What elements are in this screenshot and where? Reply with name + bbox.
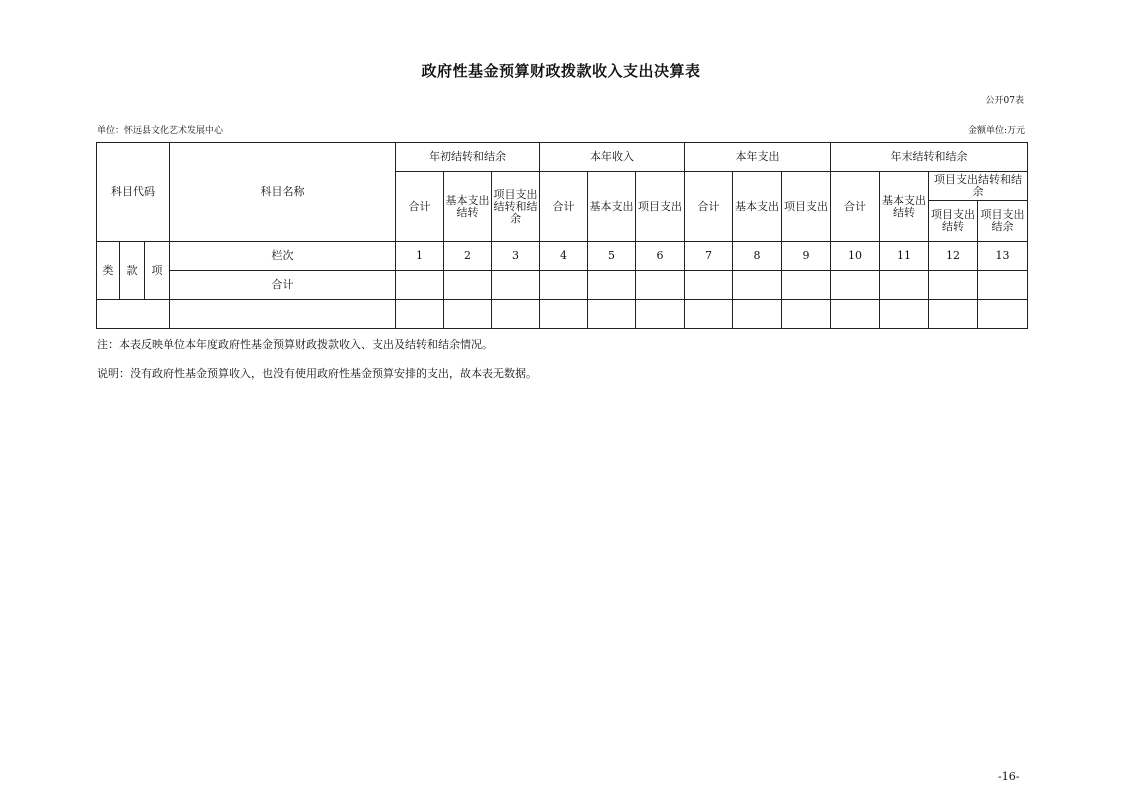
subject-code-header: 科目代码 [97,143,170,242]
table-cell [929,300,978,329]
table-note: 注：本表反映单位本年度政府性基金预算财政拨款收入、支出及结转和结余情况。 [97,338,493,351]
table-cell [636,300,685,329]
table-cell [831,300,880,329]
expense-total-header: 合计 [685,172,733,242]
column-number: 3 [492,242,540,271]
table-cell [444,300,492,329]
empty-row [97,300,1028,329]
table-cell [978,300,1028,329]
table-cell [588,300,636,329]
table-cell [170,300,396,329]
total-row-label: 合计 [170,271,396,300]
column-number: 6 [636,242,685,271]
column-number: 2 [444,242,492,271]
expense-basic-header: 基本支出 [733,172,782,242]
income-basic-header: 基本支出 [588,172,636,242]
opening-basic-header: 基本支出结转 [444,172,492,242]
page-number: -16- [998,770,1020,783]
xiang-header: 项 [145,242,170,300]
table-cell [782,300,831,329]
closing-project-balance-header: 项目支出结余 [978,201,1028,242]
table-cell [782,271,831,300]
table-cell [492,300,540,329]
closing-project-header: 项目支出结转和结余 [929,172,1028,201]
table-cell [540,271,588,300]
opening-total-header: 合计 [396,172,444,242]
table-cell [685,271,733,300]
table-cell [540,300,588,329]
expense-project-header: 项目支出 [782,172,831,242]
group-closing-balance: 年末结转和结余 [831,143,1028,172]
kuan-header: 款 [120,242,145,300]
closing-total-header: 合计 [831,172,880,242]
total-row [97,271,1028,300]
column-number: 8 [733,242,782,271]
table-cell [733,271,782,300]
group-current-income: 本年收入 [540,143,685,172]
report-title: 政府性基金预算财政拨款收入支出决算表 [421,62,701,80]
column-number: 5 [588,242,636,271]
column-index-label: 栏次 [170,242,396,271]
amount-unit: 金额单位:万元 [967,126,1025,136]
report-table [96,142,1028,329]
income-total-header: 合计 [540,172,588,242]
income-project-header: 项目支出 [636,172,685,242]
table-explanation: 说明：没有政府性基金预算收入，也没有使用政府性基金预算安排的支出，故本表无数据。 [97,367,537,380]
table-cell [978,271,1028,300]
column-number: 11 [880,242,929,271]
group-current-expense: 本年支出 [685,143,831,172]
header-row-1 [97,143,1028,172]
table-cell [880,300,929,329]
table-cell [929,271,978,300]
table-cell [588,271,636,300]
table-cell [880,271,929,300]
closing-project-carryover-header: 项目支出结转 [929,201,978,242]
table-cell [396,271,444,300]
table-cell [444,271,492,300]
column-number: 7 [685,242,733,271]
column-number: 9 [782,242,831,271]
subject-name-header: 科目名称 [170,143,396,242]
table-cell [97,300,170,329]
closing-basic-header: 基本支出结转 [880,172,929,242]
reporting-unit: 单位：怀远县文化艺术发展中心 [97,126,224,136]
column-number: 1 [396,242,444,271]
group-opening-balance: 年初结转和结余 [396,143,540,172]
table-cell [636,271,685,300]
table-cell [396,300,444,329]
column-index-row [97,242,1028,271]
table-cell [733,300,782,329]
column-number: 10 [831,242,880,271]
column-number: 12 [929,242,978,271]
column-number: 4 [540,242,588,271]
table-cell [685,300,733,329]
column-number: 13 [978,242,1028,271]
table-cell [831,271,880,300]
opening-project-header: 项目支出结转和结余 [492,172,540,242]
form-code: 公开07表 [985,96,1024,106]
lei-header: 类 [97,242,120,300]
table-cell [492,271,540,300]
